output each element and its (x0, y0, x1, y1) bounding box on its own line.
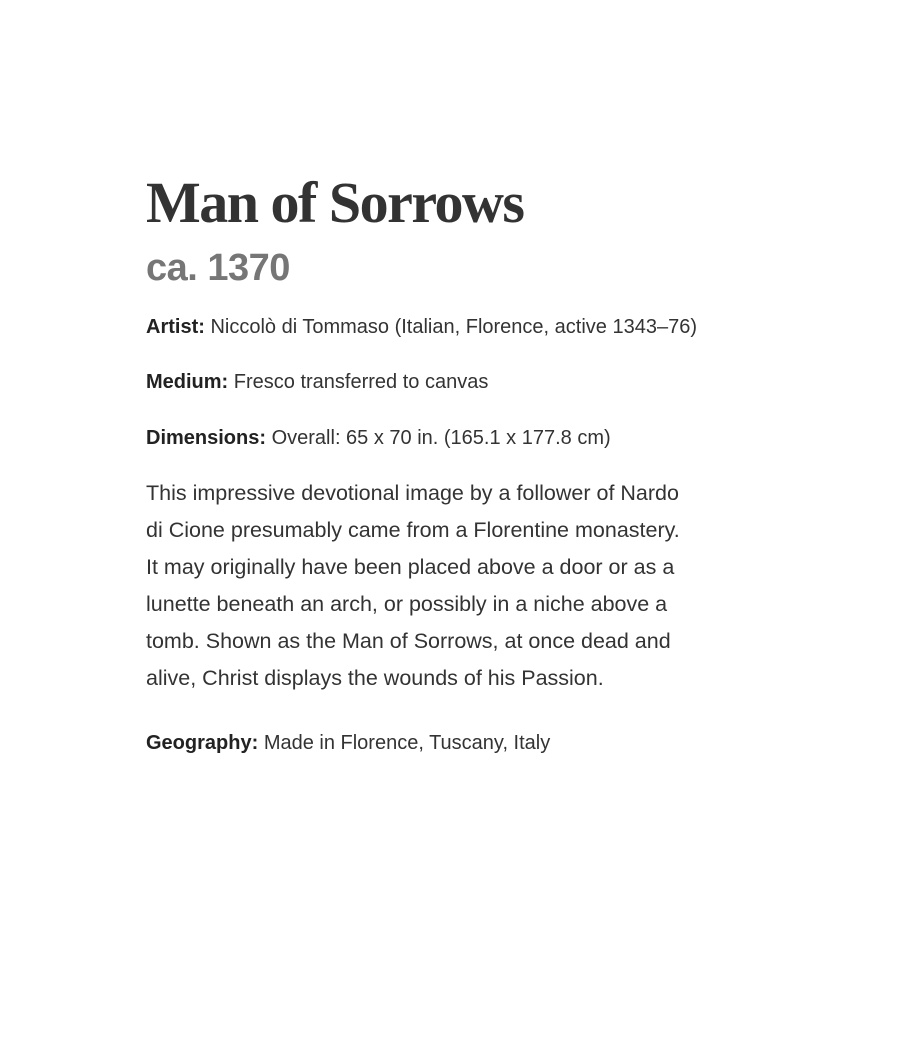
dimensions-label: Dimensions: (146, 427, 267, 449)
geography-value: Made in Florence, Tuscany, Italy (263, 732, 551, 754)
medium-value: Fresco transferred to canvas (233, 371, 489, 393)
artist-row (146, 314, 786, 340)
dimensions-row (146, 425, 786, 451)
artwork-description: This impressive devotional image by a follower of Nardo di Cione presumably came from a Florentine monastery. It may originally have been placed above a door or as a lunette beneath an arch, or possibly in a niche above a tomb. Shown as the Man of Sorrows, at once dead and alive, Christ displays the wounds of his Passion. (146, 481, 680, 690)
artist-label: Artist: (146, 316, 205, 338)
geography-row (146, 730, 786, 756)
geography-label: Geography: (146, 732, 259, 754)
dimensions-value: Overall: 65 x 70 in. (165.1 x 177.8 cm) (271, 427, 611, 449)
artist-value: Niccolò di Tommaso (Italian, Florence, active 1343–76) (210, 316, 697, 338)
artwork-title: Man of Sorrows (146, 170, 524, 235)
artwork-date: ca. 1370 (146, 247, 290, 289)
artwork-details (146, 170, 786, 756)
medium-row (146, 369, 786, 395)
medium-label: Medium: (146, 371, 229, 393)
